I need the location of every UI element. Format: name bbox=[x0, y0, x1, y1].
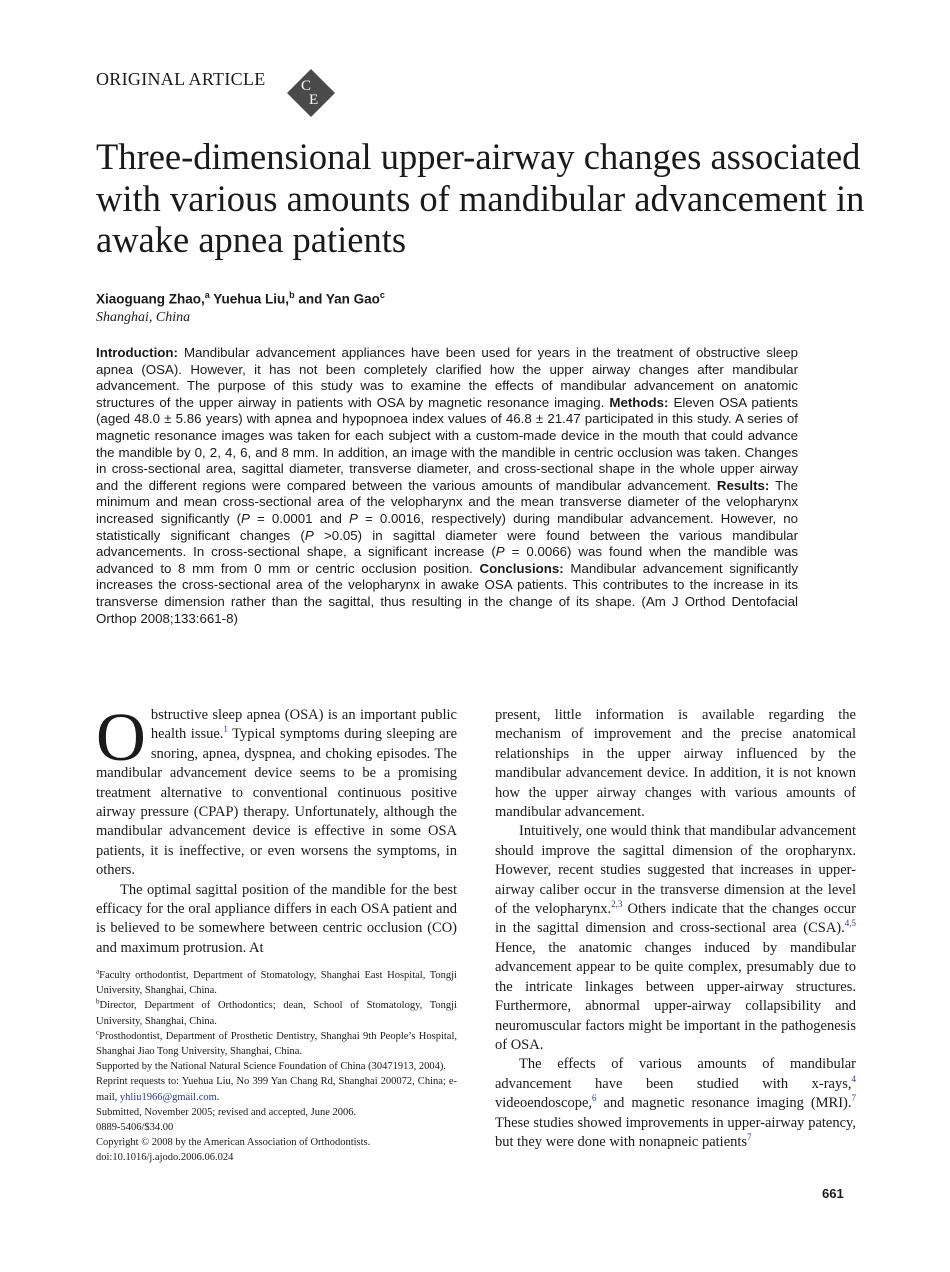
citation-link[interactable]: 1 bbox=[223, 724, 228, 735]
author-affiliation-mark: a bbox=[204, 290, 210, 300]
citation-link[interactable]: 2,3 bbox=[611, 899, 623, 910]
funding-note: Supported by the National Natural Science Foundation of China (30471913, 2004). bbox=[96, 1061, 446, 1073]
author-name: Xiaoguang Zhao, bbox=[96, 291, 205, 307]
affiliation-footnote bbox=[96, 968, 457, 998]
page-number: 661 bbox=[822, 1186, 844, 1201]
abstract bbox=[96, 345, 798, 627]
author-name: and Yan Gao bbox=[294, 291, 380, 307]
body-paragraph: present, little information is available regarding the mechanism of improvement and the precise anatomical relationships in the upper airway influenced by the mandibular advancement device. In addition, it is not known how the upper airway changes with various amounts of mandibular advancement. bbox=[495, 707, 856, 821]
abstract-conclusions-label: Conclusions: bbox=[479, 560, 564, 576]
citation-link[interactable]: 4,5 bbox=[844, 918, 856, 929]
paragraph-text: Intuitively, one would think that mandibular advancement should improve the sagittal dimension of the oropharynx. However, recent studies suggested that increases in upper-airway caliber occur in the transverse dimension at the level of the velopharynx. bbox=[495, 823, 856, 918]
footnote-mark: b bbox=[96, 997, 100, 1006]
affiliation-footnote bbox=[96, 998, 457, 1028]
citation-link[interactable]: 6 bbox=[592, 1093, 597, 1104]
submission-dates: Submitted, November 2005; revised and accepted, June 2006. bbox=[96, 1106, 357, 1118]
ce-diamond-icon bbox=[286, 68, 336, 118]
reprint-end: . bbox=[216, 1091, 220, 1103]
author-location: Shanghai, China bbox=[96, 310, 191, 325]
footnotes bbox=[96, 968, 457, 1166]
paragraph-text: and magnetic resonance imaging (MRI). bbox=[596, 1095, 852, 1112]
article-title: Three-dimensional upper-airway changes associated with various amounts of mandibular advancement in awake apnea patients bbox=[96, 136, 865, 260]
p-value-symbol: P bbox=[495, 544, 505, 560]
copyright-note: Copyright © 2008 by the American Association of Orthodontists. bbox=[96, 1137, 371, 1149]
abstract-results-label: Results: bbox=[716, 477, 770, 493]
footnote-text: Faculty orthodontist, Department of Stomatology, Shanghai East Hospital, Tongji University, Shanghai, China. bbox=[96, 970, 457, 997]
abstract-results-text: >0.05) in sagittal diameter were found between the various mandibular advancements. In cross-sectional shape, a significant increase ( bbox=[96, 527, 798, 560]
body-paragraph bbox=[96, 699, 457, 881]
author-list bbox=[96, 290, 385, 307]
issn: 0889-5406/$34.00 bbox=[96, 1122, 174, 1134]
abstract-results-text: The minimum and mean cross-sectional area of the velopharynx and the mean transverse diameter of the velopharynx increased significantly ( bbox=[96, 477, 798, 526]
citation-link[interactable]: 4 bbox=[851, 1073, 856, 1084]
footnote-text: Director, Department of Orthodontics; dean, School of Stomatology, Tongji University, Shanghai, China. bbox=[96, 1000, 457, 1027]
paragraph-text: The effects of various amounts of mandibular advancement have been studied with x-rays, bbox=[495, 1056, 856, 1092]
body-column-right bbox=[495, 706, 856, 1152]
author-affiliation-mark: c bbox=[379, 290, 385, 300]
body-paragraph bbox=[495, 1055, 856, 1152]
footnote-mark: c bbox=[96, 1028, 100, 1037]
abstract-results-text: = 0.0016, respectively) during mandibular advancement. However, no statistically significant changes ( bbox=[96, 510, 799, 543]
author-name: Yuehua Liu, bbox=[209, 291, 290, 307]
abstract-results-text: = 0.0066) was found when the mandible was advanced to 8 mm from 0 mm or centric occlusion position. bbox=[96, 544, 799, 576]
paragraph-text: These studies showed improvements in upper-airway patency, but they were done with nonapneic patients bbox=[495, 1114, 856, 1150]
ce-badge bbox=[286, 68, 336, 118]
paragraph-text: videoendoscope, bbox=[495, 1095, 593, 1112]
drop-cap: O bbox=[96, 699, 146, 775]
affiliation-footnote bbox=[96, 1029, 457, 1059]
reprint-text: Reprint requests to: Yuehua Liu, No 399 Yan Chang Rd, Shanghai 200072, China; e-mail, bbox=[96, 1076, 457, 1103]
body-column-left bbox=[96, 699, 457, 958]
abstract-results-text: = 0.0001 and bbox=[249, 510, 349, 526]
footnote-text: Prosthodontist, Department of Prosthetic Dentistry, Shanghai 9th People’s Hospital, Shanghai Jiao Tong University, Shanghai, China. bbox=[96, 1030, 457, 1058]
paragraph-text: bstructive sleep apnea (OSA) is an important public health issue. bbox=[150, 707, 457, 743]
paragraph-text: Hence, the anatomic changes induced by mandibular advancement appear to be quite complex, presumably due to the intricate linkages between upper-airway structures. Furthermore, abnormal upper-airway collapsibility and neuromuscular factors might be important in the pathogenesis of OSA. bbox=[495, 939, 856, 1053]
abstract-intro-text: Mandibular advancement appliances have been used for years in the treatment of obstructive sleep apnea (OSA). However, it has not been completely clarified how the upper airway changes after mandibular advancement. The purpose of this study was to examine the effects of mandibular advancement on anatomic structures of the upper airway in patients with OSA by magnetic resonance imaging. bbox=[96, 345, 798, 410]
section-label: ORIGINAL ARTICLE bbox=[96, 69, 266, 89]
abstract-methods-label: Methods: bbox=[609, 394, 669, 410]
paragraph-text: Others indicate that the changes occur in the sagittal dimension and cross-sectional area (CSA). bbox=[495, 901, 856, 937]
citation-link[interactable]: 7 bbox=[851, 1093, 856, 1104]
body-paragraph: The optimal sagittal position of the mandible for the best efficacy for the oral appliance differs in each OSA patient and is believed to be somewhere between centric occlusion (CO) and maximum protrusion. At bbox=[96, 881, 457, 956]
author-affiliation-mark: b bbox=[289, 290, 295, 300]
ce-letter-e: E bbox=[309, 92, 319, 108]
abstract-methods-text: Eleven OSA patients (aged 48.0 ± 5.86 years) with apnea and hypopnoea index values of 46.8 ± 21.47 participated in this study. A series of magnetic resonance images was taken for each subject with a custom-made device in the mouth that could advance the mandible by 0, 2, 4, 6, and 8 mm. In addition, an image with the mandible in centric occlusion was taken. Changes in cross-sectional area, sagittal diameter, transverse diameter, and cross-sectional shape in the whole upper airway and the different regions were compared between the various amounts of mandibular advancement. bbox=[96, 394, 798, 493]
body-paragraph bbox=[495, 822, 856, 1055]
doi[interactable]: doi:10.1016/j.ajodo.2006.06.024 bbox=[96, 1152, 234, 1164]
email-link[interactable]: yhliu1966@gmail.com bbox=[119, 1091, 217, 1103]
p-value-symbol: P bbox=[241, 510, 250, 526]
p-value-symbol: P bbox=[304, 527, 314, 543]
footnote-mark: a bbox=[96, 967, 100, 976]
p-value-symbol: P bbox=[349, 510, 358, 526]
paragraph-text: Typical symptoms during sleeping are snoring, apnea, dyspnea, and choking episodes. The mandibular advancement device seems to be a promising treatment alternative to conventional continuous positive airway pressure (CPAP) therapy. Unfortunately, although the mandibular advancement device is effective in some OSA patients, it is ineffective, or even worsens the symptoms, in others. bbox=[96, 726, 457, 879]
reprint-note bbox=[96, 1074, 457, 1104]
abstract-conclusions-text: Mandibular advancement significantly increases the cross-sectional area of the velopharynx in awake OSA patients. This contributes to the increase in its transverse dimension rather than the sagittal, thus resulting in the change of its shape. (Am J Orthod Dentofacial Orthop 2008;133:661-8) bbox=[96, 560, 799, 626]
abstract-intro-label: Introduction: bbox=[96, 345, 178, 360]
citation-link[interactable]: 7 bbox=[747, 1132, 752, 1143]
ce-letter-c: C bbox=[301, 78, 312, 94]
